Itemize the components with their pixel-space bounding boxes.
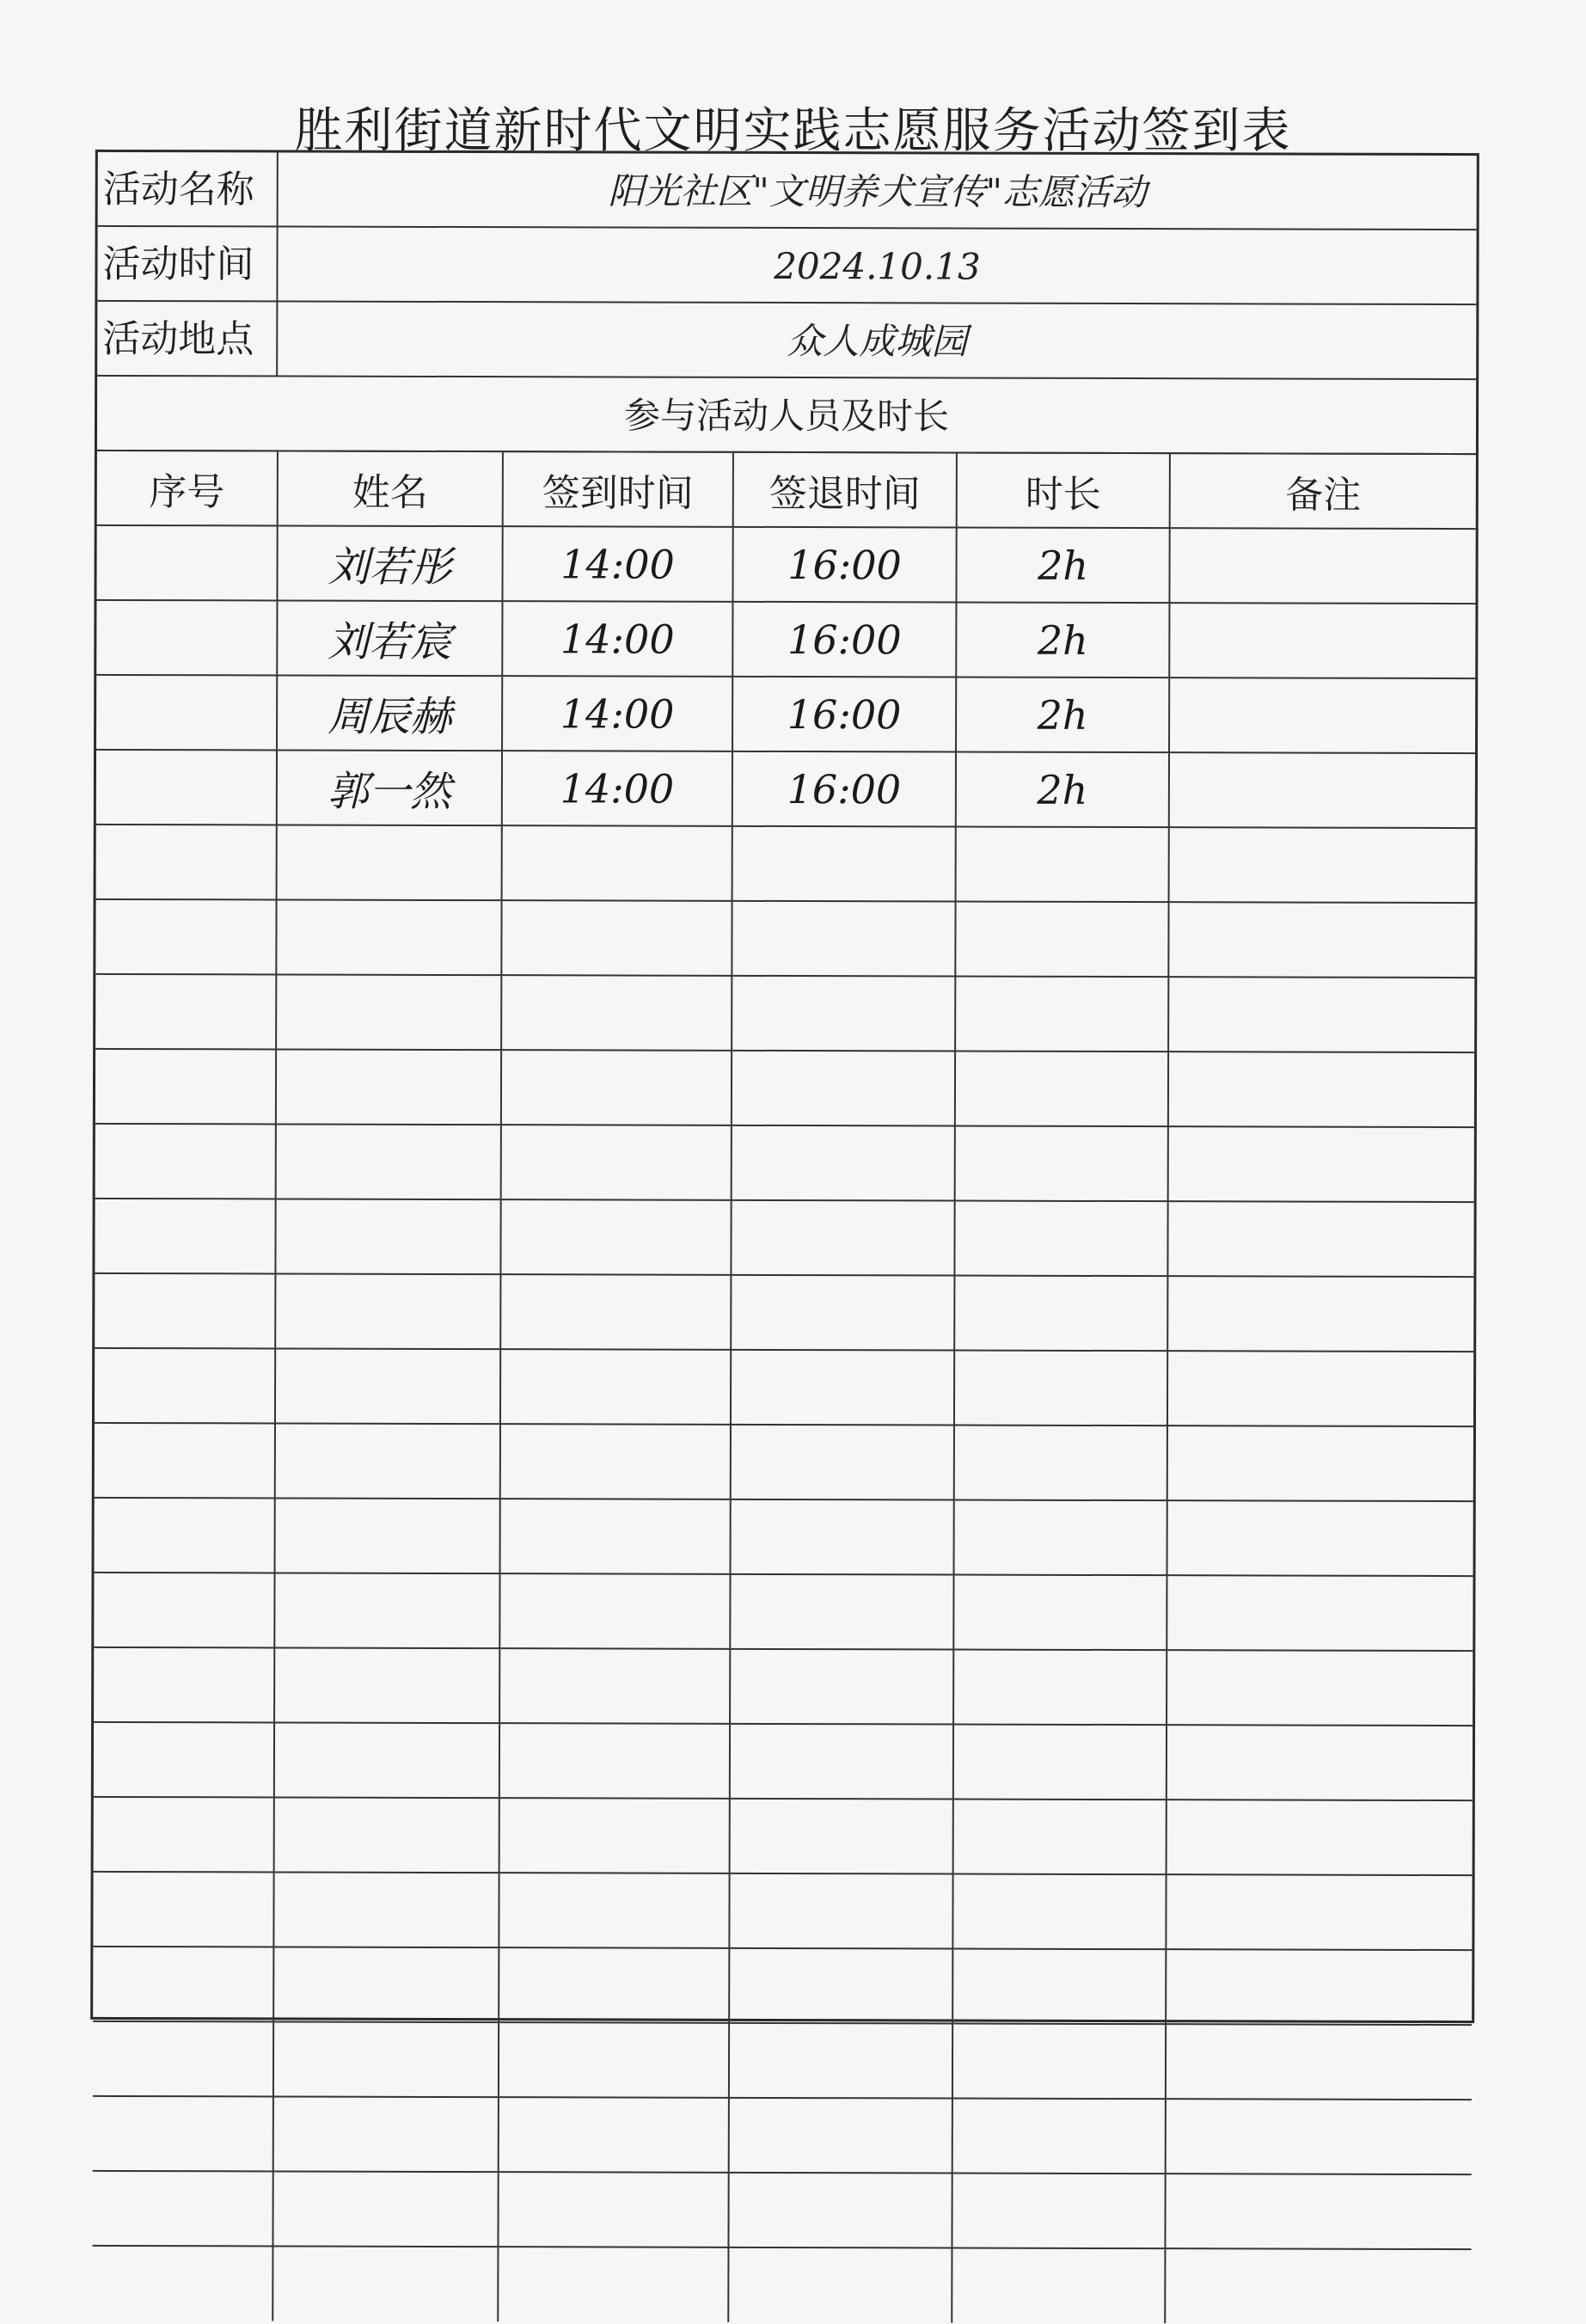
cell-sign-out [731, 1425, 954, 1500]
cell-sign-out [729, 1873, 952, 1949]
cell-remarks [1166, 2024, 1472, 2100]
header-index: 序号 [97, 451, 278, 526]
cell-duration [954, 1426, 1167, 1501]
cell-index [92, 2171, 272, 2247]
header-name: 姓名 [278, 451, 503, 526]
cell-sign-out [731, 1200, 954, 1276]
table-row [94, 1722, 1473, 1800]
cell-sign-out [729, 1948, 952, 2024]
cell-name: 刘若宸 [277, 600, 502, 676]
sign-in-sheet [90, 150, 1479, 2023]
table-row [96, 825, 1475, 903]
cell-remarks [1166, 2099, 1472, 2174]
cell-remarks [1165, 2174, 1471, 2249]
cell-sign-out [731, 1275, 954, 1351]
cell-remarks [1167, 1800, 1473, 1875]
header-sign-in-time: 签到时间 [503, 452, 733, 527]
cell-index [96, 600, 277, 676]
cell-sign-out [730, 1649, 953, 1725]
cell-index [94, 1573, 274, 1648]
cell-remarks [1167, 1201, 1473, 1277]
table-row [95, 1423, 1473, 1501]
cell-index [95, 1199, 275, 1274]
header-sign-out-time: 签退时间 [733, 453, 957, 528]
table-header-row [97, 451, 1476, 529]
cell-index [93, 2096, 273, 2172]
cell-name [272, 2171, 498, 2247]
cell-duration [952, 2248, 1165, 2324]
cell-duration [954, 1201, 1167, 1277]
cell-remarks [1167, 1500, 1473, 1576]
table-row [95, 1049, 1474, 1127]
cell-name [272, 2246, 498, 2321]
table-row [94, 1573, 1473, 1651]
cell-duration [953, 1575, 1167, 1651]
activity-name-label: 活动名称 [98, 152, 279, 226]
cell-duration [952, 1874, 1166, 1950]
participants-heading: 参与活动人员及时长 [97, 377, 1476, 455]
form-title: 胜利街道新时代文明实践志愿服务活动签到表 [294, 103, 1292, 159]
cell-sign-out [729, 2023, 952, 2099]
cell-remarks [1167, 1650, 1473, 1726]
cell-duration: 2h [956, 678, 1169, 753]
cell-index [94, 1797, 274, 1873]
cell-remarks [1167, 1276, 1473, 1352]
cell-duration [952, 2174, 1165, 2249]
table-row [94, 1647, 1473, 1726]
cell-duration [954, 1500, 1167, 1576]
cell-name [275, 1199, 500, 1274]
cell-duration [954, 1276, 1167, 1352]
table-row [96, 525, 1475, 604]
cell-duration [952, 1949, 1166, 2025]
cell-remarks [1166, 1949, 1472, 2025]
cell-sign-out [732, 1051, 955, 1126]
activity-location-label: 活动地点 [97, 302, 278, 376]
cell-index [93, 2021, 273, 2097]
cell-remarks [1165, 2248, 1471, 2324]
table-row [96, 600, 1475, 678]
cell-sign-in [499, 1873, 729, 1948]
cell-name [274, 1722, 499, 1798]
cell-index [95, 1049, 276, 1125]
table-row [95, 1273, 1473, 1352]
cell-sign-out [728, 2247, 952, 2323]
cell-duration [952, 2099, 1166, 2174]
cell-name [274, 1797, 499, 1873]
cell-index [93, 1872, 273, 1947]
table-row [95, 1498, 1473, 1576]
cell-name [273, 1947, 499, 2022]
cell-index [95, 1498, 275, 1573]
cell-sign-in [501, 1125, 732, 1200]
cell-sign-out: 16:00 [732, 677, 956, 752]
cell-index [95, 1423, 275, 1499]
cell-index [96, 825, 277, 900]
cell-name [275, 1348, 500, 1424]
cell-sign-in [500, 1424, 731, 1499]
cell-sign-in: 14:00 [502, 676, 732, 751]
activity-time-label: 活动时间 [97, 227, 278, 301]
cell-index [94, 1647, 274, 1723]
table-row [95, 1124, 1474, 1202]
table-row [95, 899, 1474, 978]
activity-name-row [98, 152, 1477, 230]
table-row [96, 750, 1475, 828]
table-row [93, 2021, 1472, 2100]
table-row [92, 2171, 1471, 2249]
activity-location-row [97, 302, 1476, 380]
cell-sign-in [499, 1798, 730, 1873]
table-row [96, 675, 1475, 753]
cell-remarks [1166, 1874, 1472, 1950]
cell-duration [953, 1725, 1167, 1800]
table-row [93, 2096, 1472, 2174]
cell-name [273, 2096, 499, 2172]
cell-sign-in [499, 2097, 729, 2173]
cell-name [276, 1049, 501, 1125]
table-body [92, 525, 1475, 2324]
cell-index [96, 675, 277, 751]
cell-duration [955, 977, 1168, 1052]
cell-index [95, 1124, 276, 1199]
cell-sign-in: 14:00 [502, 526, 732, 602]
activity-location-value: 众人成城园 [787, 320, 968, 363]
cell-remarks [1169, 827, 1475, 903]
cell-sign-in [499, 1947, 729, 2023]
cell-remarks [1167, 1426, 1473, 1501]
cell-index [96, 750, 277, 825]
cell-sign-out [728, 2173, 952, 2248]
cell-remarks [1169, 603, 1475, 678]
cell-sign-in [501, 975, 732, 1051]
cell-remarks [1167, 1575, 1473, 1651]
activity-time-value: 2024.10.13 [774, 244, 981, 288]
cell-duration: 2h [956, 603, 1169, 678]
table-row [92, 2246, 1471, 2324]
cell-sign-out [730, 1799, 953, 1874]
cell-remarks [1167, 1725, 1473, 1800]
cell-duration [955, 902, 1168, 978]
cell-sign-in [499, 1648, 730, 1724]
cell-sign-out [732, 826, 956, 902]
cell-name: 郭一然 [277, 750, 502, 825]
cell-sign-out [731, 1499, 954, 1575]
cell-name: 周辰赫 [277, 675, 502, 751]
cell-sign-out: 16:00 [732, 527, 956, 603]
cell-name [277, 825, 502, 900]
participants-table [92, 451, 1476, 2324]
cell-name [275, 1273, 500, 1349]
table-row [93, 1947, 1472, 2025]
cell-duration [953, 1800, 1167, 1875]
cell-remarks [1169, 678, 1475, 753]
cell-name [276, 1124, 501, 1199]
cell-duration [955, 1126, 1168, 1202]
cell-sign-out [730, 1574, 953, 1650]
cell-index [92, 2246, 272, 2321]
cell-duration [953, 1650, 1167, 1726]
cell-sign-in [501, 1050, 732, 1125]
cell-name [275, 1423, 500, 1499]
cell-duration: 2h [956, 752, 1169, 828]
cell-name [274, 1573, 499, 1648]
cell-remarks [1168, 902, 1474, 978]
cell-index [95, 1273, 275, 1349]
cell-sign-out [732, 976, 955, 1052]
cell-index [95, 974, 276, 1050]
cell-index [94, 1722, 274, 1798]
cell-index [95, 1348, 275, 1424]
cell-sign-in: 14:00 [502, 751, 732, 826]
cell-sign-out [732, 1125, 955, 1201]
cell-duration [955, 1052, 1168, 1127]
cell-sign-in [500, 1499, 731, 1574]
cell-sign-in [502, 825, 732, 901]
cell-sign-in [499, 1723, 730, 1799]
cell-name: 刘若彤 [277, 525, 502, 601]
cell-name [276, 974, 501, 1050]
cell-sign-in [500, 1349, 731, 1425]
cell-remarks [1168, 1126, 1474, 1202]
table-row [94, 1797, 1473, 1875]
cell-duration [952, 2024, 1166, 2100]
cell-sign-in [500, 1274, 731, 1350]
cell-sign-out: 16:00 [732, 602, 956, 678]
table-row [95, 1199, 1473, 1277]
cell-remarks [1169, 528, 1475, 604]
cell-duration [954, 1351, 1167, 1426]
cell-sign-in [500, 1199, 731, 1275]
cell-sign-out [732, 901, 955, 977]
cell-sign-in [499, 1573, 730, 1649]
activity-time-row [97, 227, 1476, 305]
cell-name [276, 899, 501, 975]
cell-sign-out [729, 2098, 952, 2174]
activity-name-value: 阳光社区"文明养犬宣传"志愿活动 [608, 169, 1148, 214]
cell-name [274, 1647, 499, 1723]
table-row [95, 974, 1474, 1052]
cell-sign-out [731, 1350, 954, 1426]
cell-remarks [1167, 1351, 1473, 1426]
table-row [93, 1872, 1472, 1950]
cell-remarks [1168, 977, 1474, 1052]
cell-index [95, 899, 276, 975]
cell-sign-out: 16:00 [732, 751, 956, 827]
header-duration: 时长 [957, 454, 1170, 529]
cell-name [275, 1498, 500, 1573]
cell-remarks [1169, 752, 1475, 828]
cell-sign-out [730, 1724, 953, 1800]
cell-name [273, 1872, 499, 1947]
table-row [95, 1348, 1473, 1426]
cell-sign-in [498, 2172, 728, 2247]
cell-duration [956, 827, 1169, 903]
cell-sign-in: 14:00 [502, 601, 732, 677]
cell-sign-in [498, 2247, 728, 2322]
cell-remarks [1168, 1052, 1474, 1127]
cell-sign-in [499, 2022, 729, 2098]
cell-sign-in [501, 900, 732, 976]
cell-index [96, 525, 277, 601]
cell-index [93, 1947, 273, 2022]
header-remarks: 备注 [1170, 454, 1476, 529]
cell-duration: 2h [956, 528, 1169, 604]
cell-name [273, 2021, 499, 2097]
